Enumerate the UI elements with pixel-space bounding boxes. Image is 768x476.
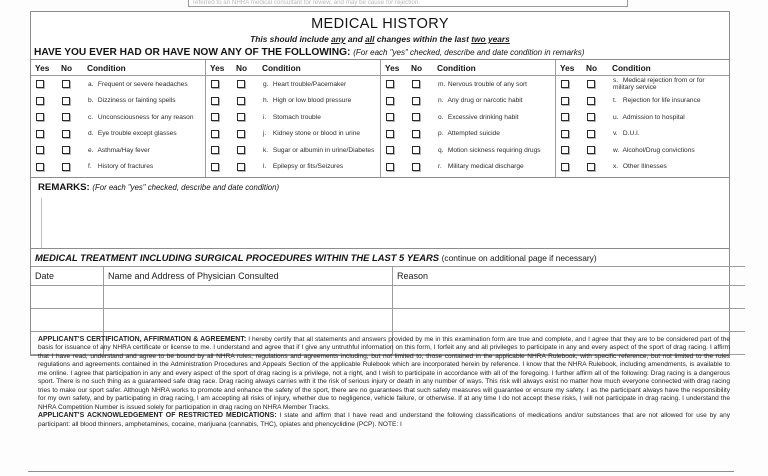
subtitle-underline-all: all [365, 34, 375, 44]
no-checkbox-cell[interactable] [62, 80, 88, 88]
yes-checkbox-cell[interactable] [556, 80, 587, 88]
conditions-column-4 [556, 60, 729, 177]
condition-text: Epilepsy or fits/Seizures [272, 163, 344, 171]
certification-heading: APPLICANT'S CERTIFICATION, AFFIRMATION & AGREEMENT: [38, 336, 247, 343]
condition-text: History of fractures [97, 163, 154, 171]
checkbox-yes-x[interactable] [561, 163, 569, 171]
condition-row [206, 93, 380, 110]
condition-letter: e. [88, 146, 94, 154]
condition-letter: j. [263, 130, 267, 138]
subtitle-underline-any: any [331, 34, 346, 44]
condition-label-w [613, 147, 729, 154]
condition-letter: v. [613, 130, 618, 138]
checkbox-yes-d[interactable] [36, 130, 44, 138]
condition-text: Heart trouble/Pacemaker [272, 80, 347, 88]
yes-checkbox-cell[interactable] [381, 163, 412, 171]
page-title: MEDICAL HISTORY [311, 16, 449, 32]
condition-text: Nervous trouble of any sort [447, 80, 528, 88]
no-checkbox-cell[interactable] [237, 163, 263, 171]
no-checkbox-cell[interactable] [587, 97, 613, 105]
condition-label-r [438, 163, 555, 170]
checkbox-yes-u[interactable] [561, 113, 569, 121]
checkbox-no-r[interactable] [412, 163, 420, 171]
condition-label-j [263, 130, 380, 137]
remarks-hint: (For each "yes" checked, describe and date condition) [92, 183, 280, 192]
checkbox-yes-j[interactable] [211, 130, 219, 138]
header-condition: Condition [612, 63, 651, 73]
condition-label-k [263, 147, 380, 154]
condition-label-i [263, 114, 380, 121]
condition-row [31, 109, 205, 126]
column-3-headers [381, 62, 555, 76]
checkbox-no-q[interactable] [412, 146, 420, 154]
header-condition: Condition [262, 63, 301, 73]
no-checkbox-cell[interactable] [62, 146, 88, 154]
checkbox-no-x[interactable] [587, 163, 595, 171]
checkbox-yes-k[interactable] [211, 146, 219, 154]
checkbox-yes-p[interactable] [386, 130, 394, 138]
subtitle-part-1: This should include [250, 34, 332, 44]
condition-letter: i. [263, 113, 267, 121]
checkbox-no-k[interactable] [237, 146, 245, 154]
condition-letter: k. [263, 146, 269, 154]
yes-checkbox-cell[interactable] [206, 80, 237, 88]
condition-letter: r. [438, 163, 442, 171]
checkbox-no-f[interactable] [62, 163, 70, 171]
condition-row [31, 76, 205, 93]
header-yes: Yes [210, 63, 225, 73]
condition-text: Military medical discharge [447, 163, 524, 171]
question-banner-note: (For each "yes" checked, describe and date condition in remarks) [353, 48, 585, 57]
table-row[interactable] [31, 286, 745, 309]
condition-letter: w. [613, 146, 620, 154]
header-yes: Yes [560, 63, 575, 73]
truncated-top-text: referred to an NHRA medical consultant for review, and may be cause for rejection. [193, 0, 420, 6]
condition-letter: q. [438, 146, 444, 154]
no-checkbox-cell[interactable] [412, 97, 438, 105]
condition-text: Sugar or albumin in urine/Diabetes [272, 146, 375, 154]
truncated-top-section [188, 0, 628, 7]
condition-letter: o. [438, 113, 444, 121]
remarks-label [31, 178, 729, 193]
condition-label-h [263, 97, 380, 104]
treatment-header-name: Name and Address of Physician Consulted [104, 267, 393, 286]
checkbox-no-h[interactable] [237, 97, 245, 105]
checkbox-yes-i[interactable] [211, 113, 219, 121]
condition-letter: p. [438, 130, 444, 138]
header-condition: Condition [87, 63, 126, 73]
checkbox-yes-e[interactable] [36, 146, 44, 154]
question-banner-text: HAVE YOU EVER HAD OR HAVE NOW ANY OF THE FOLLOWING: [34, 47, 351, 58]
header-condition: Condition [437, 63, 476, 73]
condition-text: High or low blood pressure [272, 97, 352, 105]
treatment-title [31, 249, 729, 266]
yes-checkbox-cell[interactable] [556, 97, 587, 105]
condition-row [381, 76, 555, 93]
condition-row [31, 126, 205, 143]
treatment-title-note: (continue on additional page if necessary) [441, 253, 597, 263]
checkbox-yes-a[interactable] [36, 80, 44, 88]
treatment-cell-date[interactable] [31, 286, 104, 309]
condition-text: Excessive drinking habit [447, 113, 519, 121]
condition-letter: u. [613, 113, 619, 121]
condition-label-m [438, 81, 555, 88]
checkbox-no-b[interactable] [62, 97, 70, 105]
condition-text: Other Illnesses [622, 163, 667, 171]
checkbox-yes-w[interactable] [561, 146, 569, 154]
checkbox-yes-c[interactable] [36, 113, 44, 121]
yes-checkbox-cell[interactable] [206, 113, 237, 121]
no-checkbox-cell[interactable] [412, 130, 438, 138]
yes-checkbox-cell[interactable] [31, 163, 62, 171]
checkbox-no-c[interactable] [62, 113, 70, 121]
header-no: No [61, 63, 73, 73]
condition-label-p [438, 130, 555, 137]
condition-text: Any drug or narcotic habit [447, 97, 523, 105]
condition-row [206, 109, 380, 126]
no-checkbox-cell[interactable] [412, 163, 438, 171]
treatment-cell-name[interactable] [104, 309, 393, 332]
condition-row [556, 142, 729, 159]
no-checkbox-cell[interactable] [587, 130, 613, 138]
legal-text-block [38, 336, 730, 429]
checkbox-yes-g[interactable] [211, 80, 219, 88]
column-1-headers [31, 62, 205, 76]
condition-row [556, 76, 729, 93]
yes-checkbox-cell[interactable] [31, 97, 62, 105]
condition-label-a [88, 81, 205, 88]
yes-checkbox-cell[interactable] [206, 97, 237, 105]
medical-history-form [30, 11, 730, 356]
checkbox-yes-r[interactable] [386, 163, 394, 171]
checkbox-yes-l[interactable] [211, 163, 219, 171]
header-no: No [586, 63, 598, 73]
yes-checkbox-cell[interactable] [206, 130, 237, 138]
condition-label-s [613, 77, 729, 92]
condition-row [31, 93, 205, 110]
no-checkbox-cell[interactable] [237, 113, 263, 121]
checkbox-no-n[interactable] [412, 97, 420, 105]
remarks-section[interactable] [31, 178, 729, 249]
conditions-grid [31, 60, 729, 178]
checkbox-no-v[interactable] [587, 130, 595, 138]
checkbox-no-w[interactable] [587, 146, 595, 154]
checkbox-no-u[interactable] [587, 113, 595, 121]
condition-letter: s. [613, 76, 619, 84]
condition-row [381, 126, 555, 143]
condition-text: Stomach trouble [272, 113, 321, 121]
condition-text: Dizziness or fainting spells [97, 97, 176, 105]
checkbox-no-p[interactable] [412, 130, 420, 138]
yes-checkbox-cell[interactable] [381, 130, 412, 138]
column-2-headers [206, 62, 380, 76]
condition-text: Eye trouble except glasses [97, 130, 177, 138]
condition-row [381, 142, 555, 159]
condition-text: Kidney stone or blood in urine [272, 130, 361, 138]
remarks-label-text: REMARKS: [38, 182, 90, 193]
no-checkbox-cell[interactable] [587, 163, 613, 171]
condition-row [381, 93, 555, 110]
condition-label-f [88, 163, 205, 170]
conditions-column-3 [381, 60, 556, 177]
condition-letter: g. [263, 80, 269, 88]
condition-label-b [88, 97, 205, 104]
checkbox-yes-b[interactable] [36, 97, 44, 105]
condition-row [31, 142, 205, 159]
yes-checkbox-cell[interactable] [556, 113, 587, 121]
yes-checkbox-cell[interactable] [381, 146, 412, 154]
checkbox-no-j[interactable] [237, 130, 245, 138]
condition-row [206, 142, 380, 159]
no-checkbox-cell[interactable] [237, 130, 263, 138]
condition-row [206, 126, 380, 143]
checkbox-no-i[interactable] [237, 113, 245, 121]
certification-paragraph [38, 336, 730, 412]
checkbox-yes-n[interactable] [386, 97, 394, 105]
header-yes: Yes [385, 63, 400, 73]
condition-text: Motion sickness requiring drugs [447, 146, 541, 154]
no-checkbox-cell[interactable] [587, 80, 613, 88]
checkbox-yes-m[interactable] [386, 80, 394, 88]
yes-checkbox-cell[interactable] [556, 163, 587, 171]
table-row[interactable] [31, 309, 745, 332]
condition-letter: m. [438, 80, 446, 88]
bottom-divider [28, 471, 734, 472]
yes-checkbox-cell[interactable] [381, 80, 412, 88]
subtitle-part-3: changes within the last [374, 34, 472, 44]
no-checkbox-cell[interactable] [62, 163, 88, 171]
condition-letter: n. [438, 97, 444, 105]
no-checkbox-cell[interactable] [237, 97, 263, 105]
subtitle-part-2: and [345, 34, 366, 44]
treatment-header-reason: Reason [393, 267, 746, 286]
checkbox-no-e[interactable] [62, 146, 70, 154]
yes-checkbox-cell[interactable] [206, 163, 237, 171]
condition-text: Frequent or severe headaches [97, 80, 188, 88]
checkbox-no-m[interactable] [412, 80, 420, 88]
yes-checkbox-cell[interactable] [31, 80, 62, 88]
treatment-cell-name[interactable] [104, 286, 393, 309]
checkbox-yes-s[interactable] [561, 80, 569, 88]
medications-paragraph [38, 412, 730, 429]
no-checkbox-cell[interactable] [237, 146, 263, 154]
checkbox-yes-q[interactable] [386, 146, 394, 154]
no-checkbox-cell[interactable] [587, 113, 613, 121]
certification-body: I hereby certify that all statements and answers provided by me in this examination form are true and complete, and I agree that they are to be considered part of the basis for issuance of any NHRA certificate or license to me. I understand and agree that if I give any untruthful information on this form, I forfeit any and all privileges to participate in any and every aspect of the sport of drag racing. I affirm that I have read, understand and agree to be bound by all NHRA rules, regulations and agreements including, but not limited to, those contained in the applicable NHRA Rulebook, with specific reference, but not limited to the rules regulations and agreements contained in the Administration Procedures and Appeals Section of the applicable Rulebook which are incorporated herein by reference. I know that the NHRA Rulebook, including amendments, is available to me online. I agree that participation in any and every aspect of the sport of drag racing is a privilege, not a right, and I wish to participate in accordance with all of the foregoing. I further affirm all of the following: Drag racing is a dangerous sport. There is no such thing as a guaranteed safe drag race. Drag racing always carries with it the risk of serious injury or death in any number of ways. This risk will always exist no matter how much everyone connected with drag racing tries to make our sport safer. Although NHRA works to promote and enhance the safety of the sport, there are no guarantees that such safety measures will guarantee or ensure my safety. I as the participant always have the responsibility for my own safety, and by participating in drag racing, I am accepting all risks of injury, whether due to negligence, vehicle failure, or otherwise. If at any time I do not accept these risks, I will not participate in drag racing. I understand the NHRA Competition Number is issued solely for participation in drag racing on NHRA Member Tracks. [38, 336, 731, 411]
checkbox-no-t[interactable] [587, 97, 595, 105]
condition-row [556, 93, 729, 110]
checkbox-no-l[interactable] [237, 163, 245, 171]
condition-row [556, 109, 729, 126]
condition-letter: c. [88, 113, 94, 121]
condition-row [31, 159, 205, 176]
conditions-column-1 [31, 60, 206, 177]
condition-label-c [88, 114, 205, 121]
condition-row [206, 159, 380, 176]
yes-checkbox-cell[interactable] [381, 97, 412, 105]
treatment-header-date: Date [31, 267, 104, 286]
checkbox-yes-t[interactable] [561, 97, 569, 105]
condition-letter: h. [263, 97, 269, 105]
condition-label-v [613, 130, 729, 137]
header-yes: Yes [35, 63, 50, 73]
condition-label-l [263, 163, 380, 170]
no-checkbox-cell[interactable] [62, 97, 88, 105]
condition-label-n [438, 97, 555, 104]
no-checkbox-cell[interactable] [62, 130, 88, 138]
no-checkbox-cell[interactable] [237, 80, 263, 88]
condition-text: Rejection for life insurance [622, 97, 701, 105]
column-4-headers [556, 62, 729, 76]
condition-text: Unconsciousness for any reason [97, 113, 194, 121]
condition-row [556, 159, 729, 176]
checkbox-no-d[interactable] [62, 130, 70, 138]
no-checkbox-cell[interactable] [412, 80, 438, 88]
subtitle-underline-two-years: two years [471, 34, 510, 44]
condition-letter: d. [88, 130, 94, 138]
no-checkbox-cell[interactable] [412, 146, 438, 154]
condition-row [381, 159, 555, 176]
checkbox-no-s[interactable] [587, 80, 595, 88]
checkbox-no-a[interactable] [62, 80, 70, 88]
condition-row [206, 76, 380, 93]
checkbox-yes-f[interactable] [36, 163, 44, 171]
condition-label-o [438, 114, 555, 121]
header-no: No [236, 63, 248, 73]
yes-checkbox-cell[interactable] [556, 146, 587, 154]
no-checkbox-cell[interactable] [62, 113, 88, 121]
condition-letter: b. [88, 97, 94, 105]
no-checkbox-cell[interactable] [412, 113, 438, 121]
condition-letter: l. [263, 163, 267, 171]
treatment-cell-date[interactable] [31, 309, 104, 332]
condition-label-u [613, 114, 729, 121]
page-subtitle [31, 34, 729, 44]
medications-heading: APPLICANT'S ACKNOWLEDGEMENT OF RESTRICTED MEDICATIONS: [38, 412, 277, 420]
condition-label-e [88, 147, 205, 154]
condition-letter: f. [88, 163, 92, 171]
treatment-cell-reason[interactable] [393, 309, 746, 332]
remarks-left-rule [41, 198, 42, 248]
treatment-title-text: MEDICAL TREATMENT INCLUDING SURGICAL PROCEDURES WITHIN THE LAST 5 YEARS [35, 252, 440, 263]
condition-label-g [263, 81, 380, 88]
condition-letter: x. [613, 163, 619, 171]
checkbox-yes-v[interactable] [561, 130, 569, 138]
checkbox-no-o[interactable] [412, 113, 420, 121]
condition-label-q [438, 147, 555, 154]
yes-checkbox-cell[interactable] [31, 113, 62, 121]
yes-checkbox-cell[interactable] [381, 113, 412, 121]
checkbox-no-g[interactable] [237, 80, 245, 88]
conditions-column-2 [206, 60, 381, 177]
condition-label-d [88, 130, 205, 137]
yes-checkbox-cell[interactable] [206, 146, 237, 154]
condition-label-x [613, 163, 729, 170]
treatment-table-header-row [31, 267, 745, 286]
condition-label-t [613, 97, 729, 104]
condition-text: Asthma/Hay fever [97, 146, 150, 154]
condition-text: Medical rejection from or for military service [613, 76, 705, 92]
yes-checkbox-cell[interactable] [31, 130, 62, 138]
no-checkbox-cell[interactable] [587, 146, 613, 154]
question-banner [31, 47, 729, 60]
condition-row [556, 126, 729, 143]
condition-text: Attempted suicide [447, 130, 500, 138]
medications-body: I state and affirm that I have read and understand the following classifications of medications and/or substances that are not allowed for use by any participant: all blood thinners, amphetamines, cocaine, marijuana (cannabis, THC), opiates and phencyclidine (PCP). NOTE: I [38, 412, 730, 428]
header-no: No [411, 63, 423, 73]
yes-checkbox-cell[interactable] [31, 146, 62, 154]
checkbox-yes-o[interactable] [386, 113, 394, 121]
condition-row [381, 109, 555, 126]
treatment-cell-reason[interactable] [393, 286, 746, 309]
checkbox-yes-h[interactable] [211, 97, 219, 105]
condition-letter: t. [613, 97, 617, 105]
yes-checkbox-cell[interactable] [556, 130, 587, 138]
condition-text: Admission to hospital [622, 113, 685, 121]
condition-text: D.U.I. [622, 130, 640, 138]
condition-text: Alcohol/Drug convictions [622, 146, 695, 154]
condition-letter: a. [88, 80, 94, 88]
